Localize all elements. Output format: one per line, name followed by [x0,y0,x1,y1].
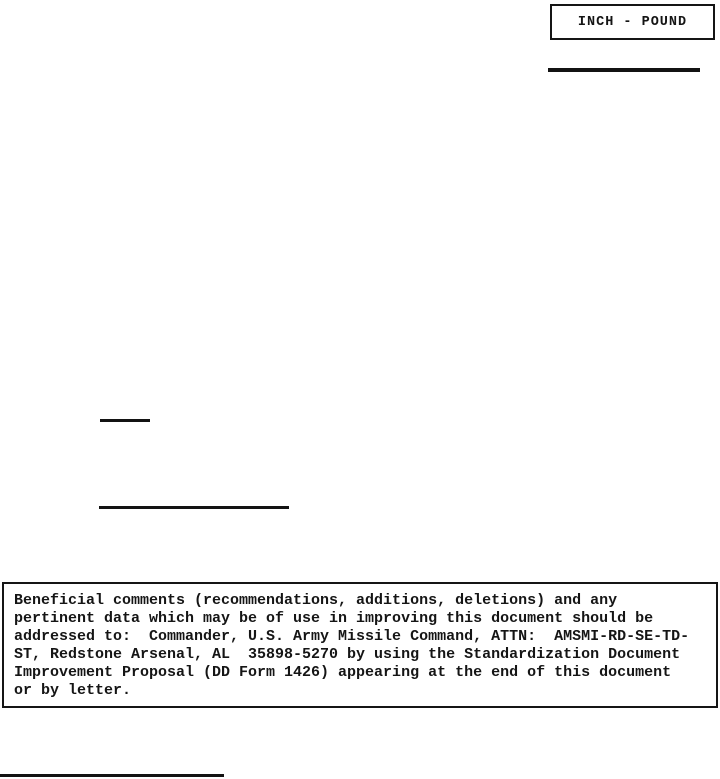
notice-line: Improvement Proposal (DD Form 1426) appearing at the end of this document [14,664,672,681]
notice-line: Beneficial comments (recommendations, additions, deletions) and any [14,592,618,609]
notice-line: ST, Redstone Arsenal, AL 35898-5270 by using the Standardization Document [14,646,681,663]
notice-line: or by letter. [14,682,132,699]
beneficial-comments-box [2,582,718,708]
blank-underline-long [99,506,289,509]
inch-pound-label: INCH - POUND [577,14,688,30]
notice-line: addressed to: Commander, U.S. Army Missile Command, ATTN: AMSMI-RD-SE-TD- [14,628,690,645]
inch-pound-designation-box [550,4,715,40]
footer-rule [0,774,224,777]
blank-underline-short [100,419,150,422]
header-rule [548,68,700,72]
notice-line: pertinent data which may be of use in improving this document should be [14,610,654,627]
